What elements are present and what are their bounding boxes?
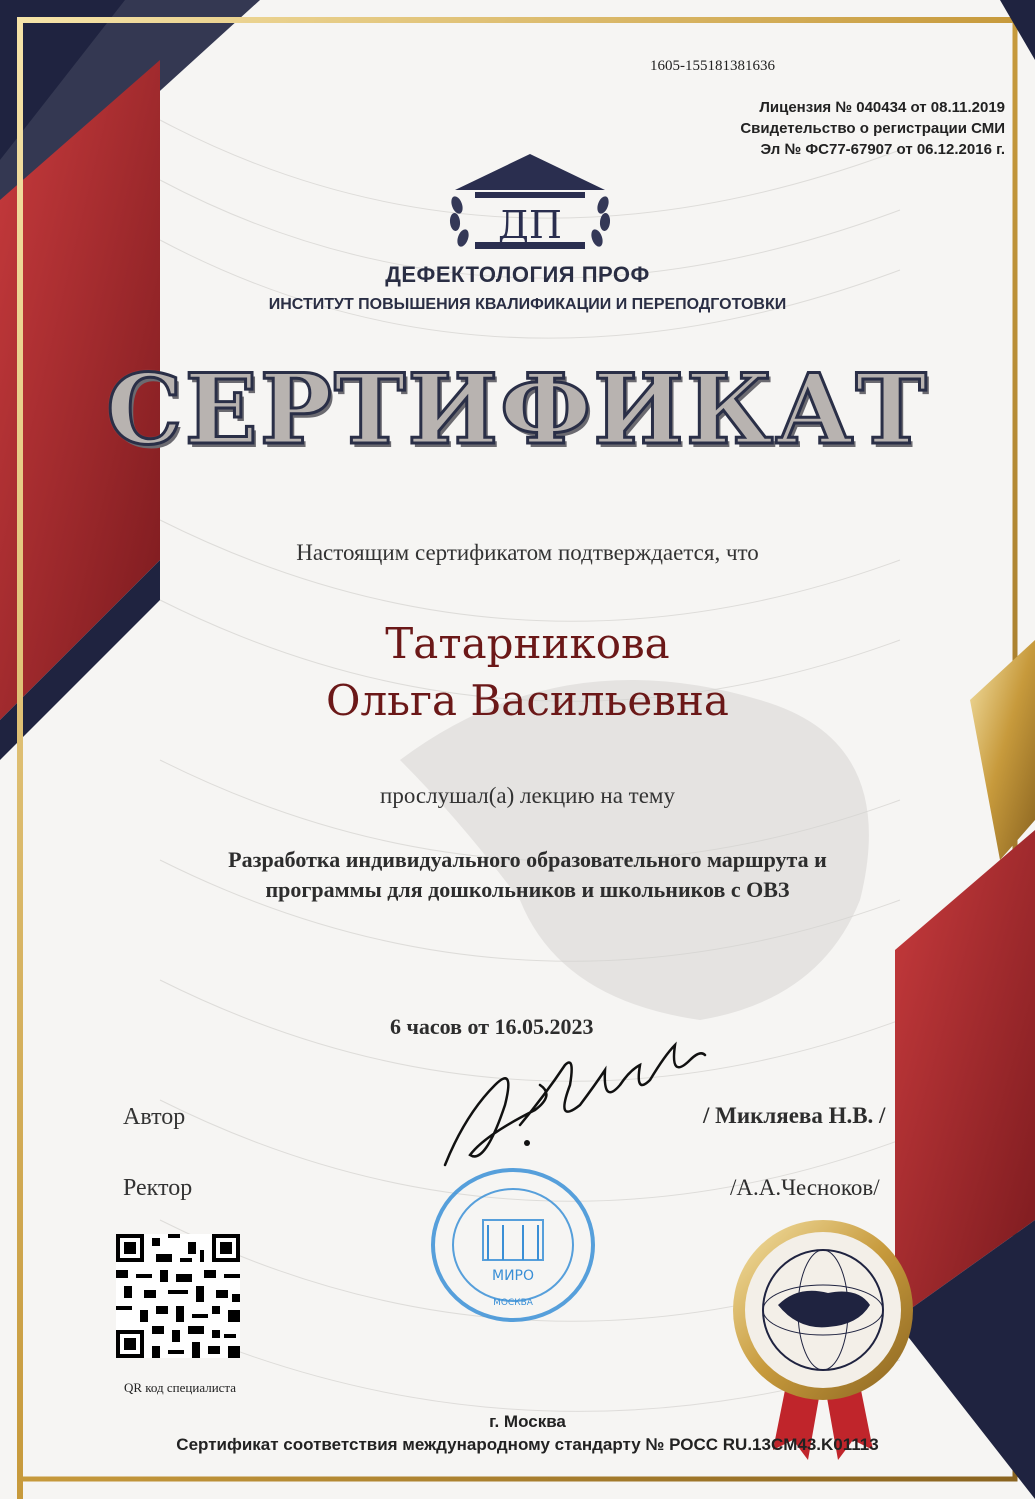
registration-line: Свидетельство о регистрации СМИ	[740, 120, 1005, 137]
footer	[0, 1412, 1035, 1455]
institute-stamp	[428, 1165, 598, 1325]
recipient-first-middle-name: Ольга Васильевна	[326, 676, 729, 725]
recipient-last-name: Татарникова	[385, 619, 670, 668]
author-role: Автор	[123, 1104, 186, 1130]
serial-number: 1605-155181381636	[650, 58, 775, 74]
license-line: Лицензия № 040434 от 08.11.2019	[759, 99, 1005, 116]
qr-label: QR код специалиста	[123, 1380, 237, 1395]
topic-line: Разработка индивидуального образовательного маршрута и	[228, 847, 827, 872]
license-info	[640, 97, 1005, 160]
author-name: / Микляева Н.В. /	[703, 1103, 886, 1128]
topic-line: программы для дошкольников и школьников с ОВЗ	[265, 877, 790, 902]
action-text: прослушал(а) лекцию на тему	[380, 783, 675, 808]
hours-and-date: 6 часов от 16.05.2023	[390, 1014, 594, 1039]
confirmation-text: Настоящим сертификатом подтверждается, что	[296, 540, 759, 565]
lecture-topic	[0, 845, 1035, 905]
rector-role: Ректор	[123, 1175, 193, 1201]
organization-header	[0, 262, 1035, 314]
stamp-city: МОСКВА	[493, 1298, 533, 1308]
recipient-name	[0, 615, 1035, 729]
institute-building-logo-icon	[445, 150, 615, 255]
registration-number-line: Эл № ФС77-67907 от 06.12.2016 г.	[760, 141, 1005, 158]
footer-city: г. Москва	[489, 1412, 566, 1431]
organization-subtitle: ИНСТИТУТ ПОВЫШЕНИЯ КВАЛИФИКАЦИИ И ПЕРЕПОДГОТОВКИ	[268, 296, 787, 313]
certificate-title: СЕРТИФИКАТ	[106, 353, 929, 466]
logo-letters: ДП	[497, 203, 563, 247]
qr-code[interactable]	[116, 1234, 240, 1358]
organization-name: ДЕФЕКТОЛОГИЯ ПРОФ	[385, 262, 650, 287]
footer-standard: Сертификат соответствия международному стандарту № РОСС RU.13CM43.K01113	[176, 1435, 879, 1454]
rector-name: /А.А.Чесноков/	[730, 1175, 880, 1200]
stamp-label: МИРО	[491, 1268, 535, 1284]
